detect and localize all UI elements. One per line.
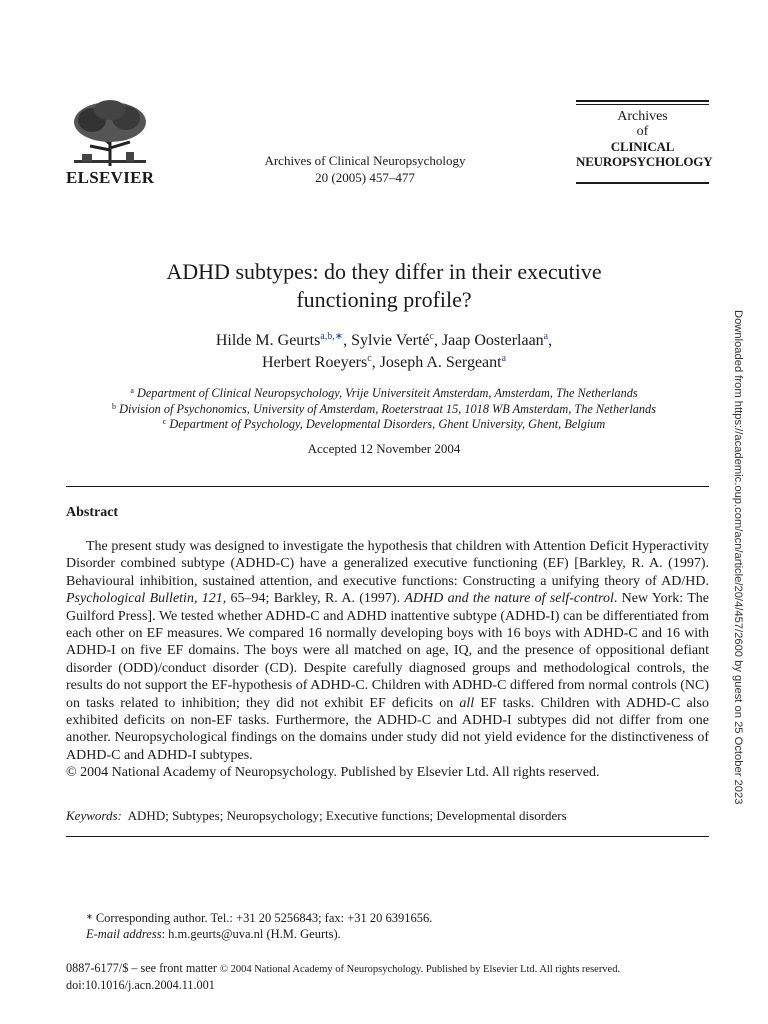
journal-header [230,152,500,186]
corresponding-author: Corresponding author. Tel.: +31 20 5256843; fax: +31 20 6391656. [95,911,433,925]
author-name: Jaap Oosterlaan [441,332,544,349]
keywords-text: ADHD; Subtypes; Neuropsychology; Executive functions; Developmental disorders [127,808,567,823]
corresponding-footnote: ∗ Corresponding author. Tel.: +31 20 5256843; fax: +31 20 6391656. E-mail address: h.m.geurts@uva.nl (H.M. Geurts). [86,911,433,941]
journal-name: Archives of Clinical Neuropsychology [264,153,466,168]
author-affil-link[interactable]: c [429,331,434,342]
author-affil-link[interactable]: a,b,∗ [320,331,344,342]
author-name: Joseph A. Sergeant [379,354,502,371]
email-label: E-mail address [86,927,162,941]
abstract-body [66,538,709,782]
article-title [60,258,708,314]
journal-box-line3: CLINICAL [610,139,675,154]
author-affil-link[interactable]: a [543,331,549,342]
affiliation-item: $^a$ Department of Clinical Neuropsychology, Vrije Universiteit Amsterdam, Amsterdam, The Netherlands [130,386,638,400]
abstract-heading: Abstract [66,505,119,520]
rights-statement: © 2004 National Academy of Neuropsychology. Published by Elsevier Ltd. All rights reserved. [220,964,621,975]
keywords-label: Keywords: [66,808,122,823]
download-note: Downloaded from https://academic.oup.com/acn/article/20/4/457/2600 by guest on 25 October 2023 [732,310,744,805]
author-name: Herbert Roeyers [261,354,368,371]
journal-box-line2: of [636,124,649,139]
author-name: Sylvie Verté [351,332,430,349]
title-line2: functioning profile? [296,287,472,312]
affiliation-item: $^c$ Department of Psychology, Developmental Disorders, Ghent University, Ghent, Belgium [162,417,606,431]
publisher-name: ELSEVIER [66,168,155,187]
elsevier-logo [66,98,154,186]
affiliations [60,386,708,433]
author-affil-link[interactable]: a [501,353,507,364]
keywords [66,808,709,824]
affiliation-item: $^b$ Division of Psychonomics, University of Amsterdam, Roeterstraat 15, 1018 WB Amsterdam, The Netherlands [112,401,656,416]
accepted-date: Accepted 12 November 2004 [307,441,461,456]
divider [66,836,709,837]
title-line1: ADHD subtypes: do they differ in their executive [166,259,602,284]
elsevier-tree-icon [66,98,154,168]
doi[interactable]: doi:10.1016/j.acn.2004.11.001 [66,977,215,992]
author-name: Hilde M. Geurts [215,332,321,349]
author-list: Hilde M. Geurts$^{a,b,∗}$, Sylvie Verté$^c$, Jaap Oosterlaan$^a$, Herbert Roeyers$^c$, Joseph A. Sergeant$^a$ [215,331,553,371]
journal-citation: 20 (2005) 457–477 [315,170,415,185]
abstract-paragraph: The present study was designed to investigate the hypothesis that children with Attention Deficit Hyperactivity Disorder combined subtype (ADHD-C) have a generalized executive functioning (EF) [Barkley, R. A. (1997). Behavioural inhibition, sustained attention, and executive functions: Constructing a unifying theory of AD/HD. Psychological Bulletin, 121, 65–94; Barkley, R. A. (1997). ADHD and the nature of self-control. New York: The Guilford Press]. We tested whether ADHD-C and ADHD inattentive subtype (ADHD-I) can be differentiated from each other on EF measures. We compared 16 normally developing boys with 16 boys with ADHD-C and 16 with ADHD-I on five EF domains. The boys were all matched on age, IQ, and the presence of oppositional defiant disorder (ODD)/conduct disorder (CD). Despite carefully diagnosed groups and methodological controls, the results do not support the EF-hypothesis of ADHD-C. Children with ADHD-C differed from normal controls (NC) on tasks related to inhibition; they did not exhibit EF deficits on all EF tasks. Children with ADHD-C also exhibited deficits on non-EF tasks. Furthermore, the ADHD-C and ADHD-I subtypes did not differ from one another. Neuropsychological findings on the domains under study did not yield evidence for the distinctiveness of ADHD-C and ADHD-I subtypes. [66,539,709,763]
journal-box-line4: NEUROPSYCHOLOGY [576,154,713,169]
front-matter [66,961,716,993]
journal-box-line1: Archives [617,109,668,124]
issn: 0887-6177/$ – see front matter [66,961,220,975]
download-watermark [730,310,750,810]
abstract-copyright: © 2004 National Academy of Neuropsychology. Published by Elsevier Ltd. All rights reserved. [66,765,600,781]
divider [66,486,709,487]
author-affil-link[interactable]: c [367,353,372,364]
email-address[interactable]: : h.m.geurts@uva.nl (H.M. Geurts). [161,927,341,941]
journal-logo-box [576,100,713,184]
